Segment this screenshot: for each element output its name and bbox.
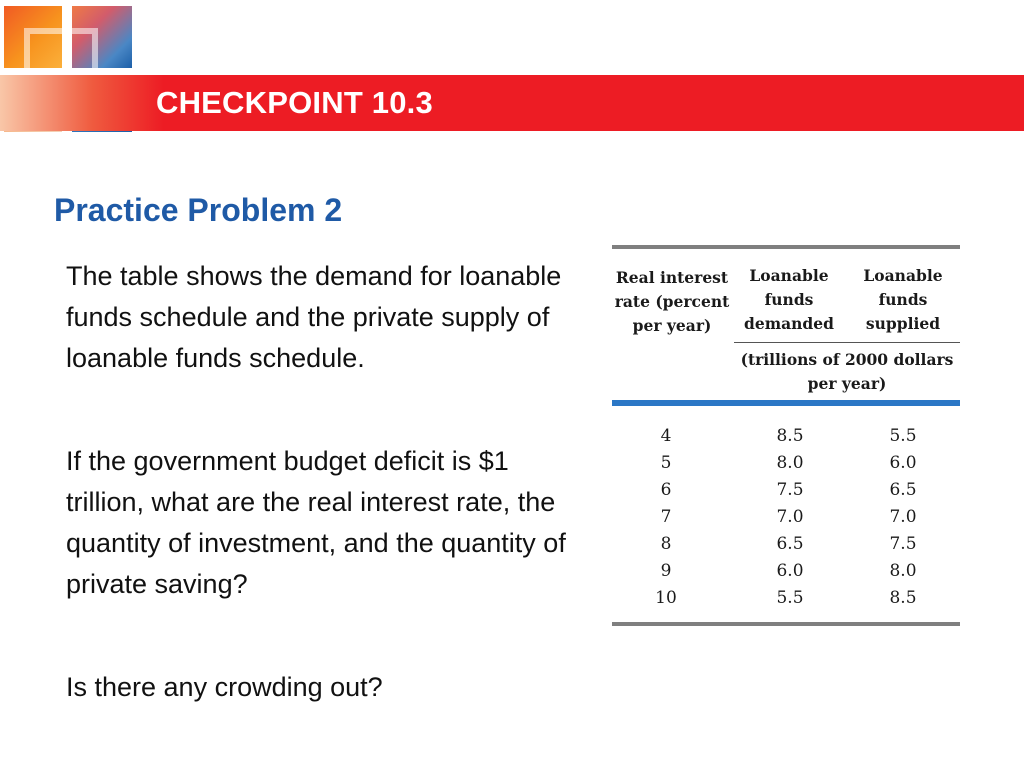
header-funds-supplied: Loanable funds supplied: [863, 266, 943, 333]
cell-demanded: 8.0: [776, 453, 804, 473]
header-bar: [0, 75, 1024, 131]
cell-rate: 9: [660, 561, 672, 581]
header-units: (trillions of 2000 dollars per year): [740, 350, 954, 393]
cell-rate: 5: [660, 453, 672, 473]
table-row: [612, 504, 960, 531]
cell-rate: 4: [660, 426, 672, 446]
cell-supplied: 8.5: [889, 588, 917, 608]
cell-demanded: 7.0: [776, 507, 804, 527]
table-units-rule: [734, 342, 960, 343]
cell-demanded: 8.5: [776, 426, 804, 446]
cell-demanded: 7.5: [776, 480, 804, 500]
problem-paragraph-2: If the government budget deficit is $1 trillion, what are the real interest rate, the quantity of investment, and the quantity of private saving?: [66, 446, 566, 599]
loanable-funds-table: [612, 245, 960, 629]
cell-supplied: 6.5: [889, 480, 917, 500]
cell-rate: 7: [660, 507, 672, 527]
table-row: [612, 531, 960, 558]
table-row: [612, 477, 960, 504]
table-row: [612, 558, 960, 585]
cell-rate: 8: [660, 534, 672, 554]
table-row: [612, 450, 960, 477]
table-bottom-rule: [612, 622, 960, 626]
problem-paragraph-1: The table shows the demand for loanable funds schedule and the private supply of loanable funds schedule.: [66, 261, 562, 373]
cell-supplied: 7.5: [889, 534, 917, 554]
slide-title: CHECKPOINT 10.3: [156, 85, 433, 120]
cell-supplied: 8.0: [889, 561, 917, 581]
cell-rate: 6: [660, 480, 672, 500]
cell-rate: 10: [655, 588, 677, 608]
cell-demanded: 5.5: [776, 588, 804, 608]
cell-demanded: 6.0: [776, 561, 804, 581]
header-funds-demanded: Loanable funds demanded: [744, 266, 834, 333]
problem-paragraph-3: Is there any crowding out?: [66, 672, 383, 702]
problem-title: Practice Problem 2: [54, 192, 343, 228]
table-row: [612, 585, 960, 612]
cell-supplied: 6.0: [889, 453, 917, 473]
table-row: [612, 423, 960, 450]
cell-supplied: 5.5: [889, 426, 917, 446]
header-interest-rate: Real interest rate (percent per year): [614, 268, 730, 335]
cell-supplied: 7.0: [889, 507, 917, 527]
table-top-rule: [612, 245, 960, 249]
cell-demanded: 6.5: [776, 534, 804, 554]
table-header-rule: [612, 400, 960, 406]
